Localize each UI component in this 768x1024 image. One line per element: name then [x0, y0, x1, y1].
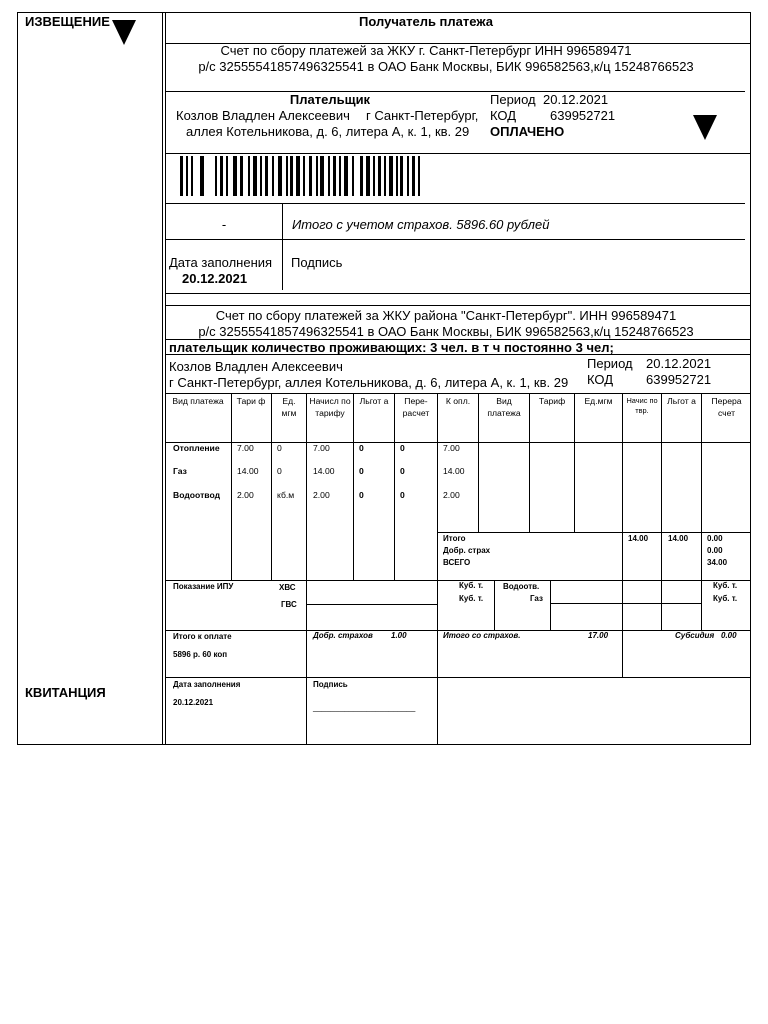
- voluntary-insurance-label: Добр. страхов: [313, 631, 373, 640]
- receipt-fill-date-value: 20.12.2021: [173, 698, 214, 707]
- table-row-name: Водоотвод: [173, 490, 221, 500]
- payer-title: Плательщик: [289, 92, 371, 107]
- col-header-benefit-2: Льгот а: [667, 396, 696, 406]
- code-value: 639952721: [550, 108, 616, 123]
- total-pay-value: 5896 р. 60 коп: [173, 650, 228, 659]
- totals-label: ВСЕГО: [443, 558, 471, 567]
- receipt-payer-address: г Санкт-Петербург, аллея Котельникова, д. 6, литера А, к. 1, кв. 29: [169, 375, 569, 390]
- col-header-charged: Начисл по тарифу: [309, 396, 351, 418]
- table-row-tariff: 7.00: [237, 443, 254, 453]
- receipt-period-label: Период: [587, 356, 633, 371]
- receipt-fill-date-label: Дата заполнения: [173, 680, 241, 689]
- table-row-unit: 0: [277, 466, 282, 476]
- paid-status: ОПЛАЧЕНО: [490, 124, 565, 139]
- table-row-recalc: 0: [400, 466, 405, 476]
- receipt-account-line-1: Счет по сбору платежей за ЖКУ района "Санкт-Петербург". ИНН 996589471: [215, 308, 677, 323]
- receipt-payer-name: Козлов Владлен Алексеевич: [169, 359, 343, 374]
- signature-line: _______________________: [313, 703, 416, 712]
- totals-recalc: 0.00: [707, 546, 723, 555]
- table-row-unit: кб.м: [277, 490, 295, 500]
- col-header-payment-type: Вид платежа: [172, 396, 224, 406]
- table-row-tariff: 14.00: [237, 466, 259, 476]
- col-header-tariff-2: Тариф: [538, 396, 566, 406]
- gas-label: Газ: [530, 594, 543, 603]
- fill-date-value: 20.12.2021: [182, 271, 248, 286]
- barcode-image: [178, 156, 423, 198]
- cub-m-label: Куб. т.: [713, 594, 738, 603]
- notice-label: ИЗВЕЩЕНИЕ: [25, 14, 110, 29]
- triangle-down-icon: [112, 20, 136, 45]
- totals-label: Итого: [443, 534, 466, 543]
- signature-label: Подпись: [291, 255, 343, 270]
- table-row-recalc: 0: [400, 490, 405, 500]
- col-header-to-pay: К опл.: [445, 396, 471, 406]
- table-row-charged: 14.00: [313, 466, 335, 476]
- recipient-title: Получатель платежа: [359, 14, 493, 29]
- voluntary-insurance-value: 1.00: [391, 631, 407, 640]
- hvs-label: ХВС: [279, 583, 296, 592]
- col-header-payment-type-2: Вид платежа: [487, 396, 521, 418]
- dash-cell: -: [221, 217, 227, 232]
- table-row-benefit: 0: [359, 466, 364, 476]
- col-header-unit-2: Ед.мгм: [584, 396, 613, 406]
- receipt-period-value: 20.12.2021: [646, 356, 712, 371]
- gvs-label: ГВС: [281, 600, 297, 609]
- col-header-benefit: Льгот а: [359, 396, 389, 406]
- table-row-to-pay: 7.00: [443, 443, 460, 453]
- col-header-unit: Ед. мгм: [281, 396, 297, 418]
- account-line-2: р/с 32555541857496325541 в ОАО Банк Москвы, БИК 996582563,к/ц 15248766523: [198, 59, 694, 74]
- receipt-signature-label: Подпись: [313, 680, 348, 689]
- account-line-1: Счет по сбору платежей за ЖКУ г. Санкт-Петербург ИНН 996589471: [220, 43, 632, 58]
- table-row-name: Газ: [173, 466, 187, 476]
- payer-name: Козлов Владлен Алексеевич: [176, 108, 350, 123]
- payer-address: аллея Котельникова, д. 6, литера А, к. 1, кв. 29: [186, 124, 470, 139]
- cub-m-label: Куб. т.: [713, 581, 738, 590]
- total-pay-label: Итого к оплате: [173, 632, 232, 641]
- triangle-down-icon: [693, 115, 717, 140]
- table-row-recalc: 0: [400, 443, 405, 453]
- payer-city: г Санкт-Петербург,: [366, 108, 479, 123]
- period-label: Период: [490, 92, 536, 107]
- totals-recalc: 34.00: [707, 558, 728, 567]
- table-row-charged: 2.00: [313, 490, 330, 500]
- cub-m-label: Куб. т.: [459, 594, 484, 603]
- meter-label: Показание ИПУ: [173, 582, 234, 591]
- totals-label: Добр. страх: [443, 546, 491, 555]
- residents-line: плательщик количество проживающих: 3 чел. в т ч постоянно 3 чел;: [169, 340, 614, 355]
- subsidy-label: Субсидия: [675, 631, 715, 640]
- receipt-label: КВИТАНЦИЯ: [25, 685, 106, 700]
- table-row-benefit: 0: [359, 490, 364, 500]
- table-row-benefit: 0: [359, 443, 364, 453]
- col-header-recalc-2: Перера счет: [711, 396, 742, 418]
- col-header-tariff: Тари ф: [236, 396, 266, 406]
- totals-recalc: 0.00: [707, 534, 723, 543]
- table-row-name: Отопление: [173, 443, 220, 453]
- period-value: 20.12.2021: [543, 92, 609, 107]
- table-row-charged: 7.00: [313, 443, 330, 453]
- totals-benefit: 14.00: [668, 534, 689, 543]
- subsidy-value: 0.00: [721, 631, 737, 640]
- table-row-to-pay: 14.00: [443, 466, 465, 476]
- receipt-account-line-2: р/с 32555541857496325541 в ОАО Банк Москвы, БИК 996582563,к/ц 15248766523: [198, 324, 694, 339]
- total-with-insurance: Итого с учетом страхов. 5896.60 рублей: [292, 217, 550, 232]
- totals-charged: 14.00: [628, 534, 649, 543]
- table-row-tariff: 2.00: [237, 490, 254, 500]
- drain-label: Водоотв.: [503, 582, 540, 591]
- table-row-to-pay: 2.00: [443, 490, 460, 500]
- table-row-unit: 0: [277, 443, 282, 453]
- col-header-recalc: Пере-расчет: [402, 396, 430, 418]
- receipt-code-label: КОД: [587, 372, 614, 387]
- total-insurance-label: Итого со страхов.: [443, 631, 521, 640]
- cub-m-label: Куб. т.: [459, 581, 484, 590]
- receipt-code-value: 639952721: [646, 372, 712, 387]
- code-label: КОД: [490, 108, 517, 123]
- total-insurance-value: 17.00: [588, 631, 609, 640]
- fill-date-label: Дата заполнения: [169, 255, 273, 270]
- col-header-charged-2: Начис по твр.: [626, 396, 658, 415]
